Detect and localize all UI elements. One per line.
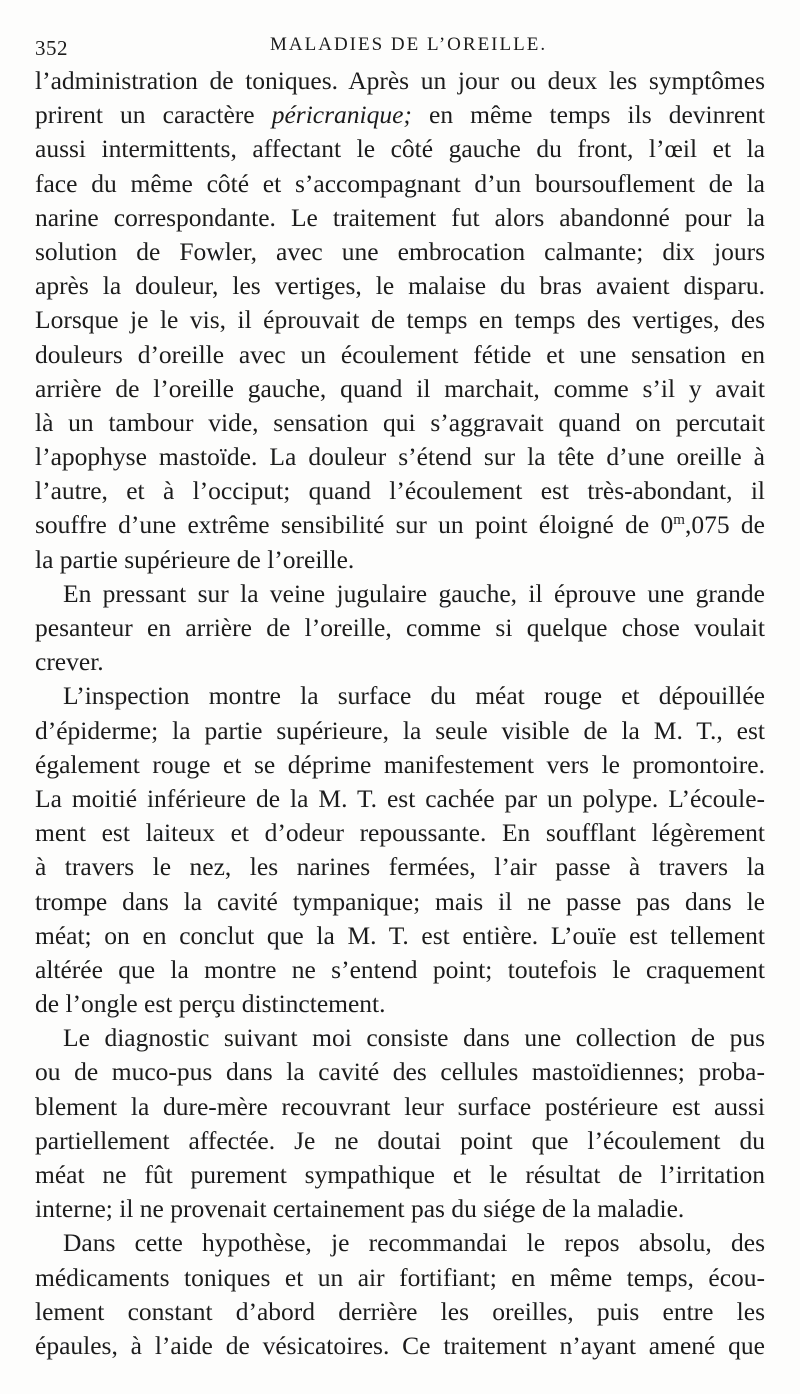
- text-fragment: prirent un caractère: [35, 100, 272, 130]
- text-line: solution de Fowler, avec une embrocation calmante; dix jours: [35, 236, 765, 266]
- text-line: narine correspondante. Le traitement fut alors abandonné pour la: [35, 202, 765, 232]
- page-number: 352: [35, 36, 68, 60]
- running-head: MALADIES DE L’OREILLE.: [270, 34, 548, 55]
- text-line: l’apophyse mastoïde. La douleur s’étend sur la tête d’une oreille à: [35, 442, 765, 472]
- text-line: lement constant d’abord derrière les oreilles, puis entre les: [35, 1296, 765, 1326]
- text-line: la partie supérieure de l’oreille.: [35, 544, 355, 574]
- text-line: également rouge et se déprime manifestement vers le promontoire.: [35, 749, 765, 779]
- text-line: d’épiderme; la partie supérieure, la seule visible de la M. T., est: [35, 715, 765, 745]
- text-line: trompe dans la cavité tympanique; mais il ne passe pas dans le: [35, 886, 765, 916]
- text-line: aussi intermittents, affectant le côté gauche du front, l’œil et la: [35, 134, 765, 164]
- text-line: La moitié inférieure de la M. T. est cachée par un polype. L’écoule-: [35, 783, 765, 813]
- text-line: [35, 508, 765, 542]
- italic-term: péricranique;: [271, 100, 412, 130]
- text-line: arrière de l’oreille gauche, quand il marchait, comme s’il y avait: [35, 373, 765, 403]
- text-line: Dans cette hypothèse, je recommandai le repos absolu, des: [63, 1228, 765, 1258]
- text-line: à travers le nez, les narines fermées, l’air passe à travers la: [35, 852, 765, 882]
- text-line: interne; il ne provenait certainement pas du siége de la maladie.: [35, 1194, 685, 1224]
- text-line: médicaments toniques et un air fortifiant; en même temps, écou-: [35, 1262, 765, 1292]
- text-line: partiellement affectée. Je ne doutai point que l’écoulement du: [35, 1125, 765, 1155]
- text-line: l’administration de toniques. Après un jour ou deux les symptômes: [35, 66, 765, 95]
- text-line: là un tambour vide, sensation qui s’aggravait quand on percutait: [35, 407, 765, 437]
- text-line: face du même côté et s’accompagnant d’un boursouflement de la: [35, 168, 765, 198]
- text-line: Le diagnostic suivant moi consiste dans une collection de pus: [63, 1023, 765, 1053]
- text-line: pesanteur en arrière de l’oreille, comme si quelque chose voulait: [35, 613, 765, 642]
- text-line: douleurs d’oreille avec un écoulement fétide et une sensation en: [35, 339, 765, 369]
- text-line: En pressant sur la veine jugulaire gauche, il éprouve une grande: [63, 578, 765, 608]
- text-line: [35, 98, 765, 132]
- body-text: [35, 64, 765, 1363]
- text-line: l’autre, et à l’occiput; quand l’écoulement est très-abondant, il: [35, 476, 765, 506]
- text-line: ment est laiteux et d’odeur repoussante. En soufflant légèrement: [35, 818, 765, 848]
- text-line: méat; on en conclut que la M. T. est entière. L’ouïe est tellement: [35, 920, 765, 950]
- text-line: méat ne fût purement sympathique et le résultat de l’irritation: [35, 1160, 765, 1189]
- text-line: Lorsque je le vis, il éprouvait de temps en temps des vertiges, des: [35, 305, 765, 335]
- text-fragment: souffre d’une extrême sensibilité sur un point éloigné de 0: [35, 510, 674, 540]
- text-line: ou de muco-pus dans la cavité des cellules mastoïdiennes; proba-: [35, 1057, 765, 1087]
- text-line: altérée que la montre ne s’entend point; toutefois le craquement: [35, 954, 765, 984]
- text-line: de l’ongle est perçu distinctement.: [35, 989, 386, 1019]
- text-line: épaules, à l’aide de vésicatoires. Ce traitement n’ayant amené que: [35, 1330, 765, 1360]
- text-line: après la douleur, les vertiges, le malaise du bras avaient disparu.: [35, 271, 765, 301]
- text-line: L’inspection montre la surface du méat rouge et dépouillée: [63, 681, 765, 711]
- text-fragment: ,075 de: [684, 510, 765, 540]
- text-line: crever.: [35, 647, 104, 677]
- unit-superscript: m: [673, 512, 685, 529]
- text-line: blement la dure-mère recouvrant leur surface postérieure est aussi: [35, 1091, 765, 1121]
- text-fragment: en même temps ils devinrent: [411, 100, 765, 130]
